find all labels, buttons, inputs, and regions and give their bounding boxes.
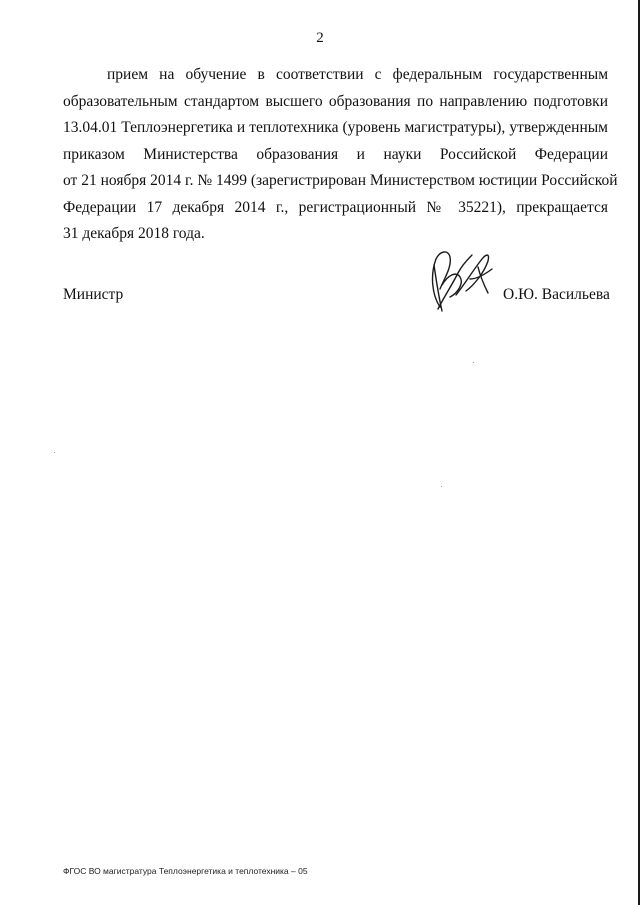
- page-number: 2: [316, 30, 324, 46]
- scan-speck: [473, 362, 474, 363]
- body-line: прием на обучение в соответствии с федеральным государственным: [107, 66, 608, 83]
- body-line: от 21 ноября 2014 г. № 1499 (зарегистрирован Министерством юстиции Российской: [63, 172, 618, 189]
- scan-speck: [441, 486, 442, 487]
- scan-speck: [54, 452, 55, 453]
- body-line: 31 декабря 2018 года.: [63, 225, 205, 242]
- document-body: [63, 62, 618, 248]
- body-line: приказом Министерства образования и науки Российской Федерации: [63, 145, 608, 163]
- body-line: Федерации 17 декабря 2014 г., регистрационный № 35221), прекращается: [63, 198, 608, 216]
- signatory-title: Министр: [63, 286, 124, 303]
- handwritten-signature: [418, 245, 502, 315]
- body-line: 13.04.01 Теплоэнергетика и теплотехника (уровень магистратуры), утвержденным: [63, 119, 608, 136]
- signatory-name: О.Ю. Васильева: [503, 286, 610, 303]
- footer-code: ФГОС ВО магистратура Теплоэнергетика и теплотехника – 05: [63, 866, 308, 876]
- body-line: образовательным стандартом высшего образования по направлению подготовки: [63, 92, 608, 110]
